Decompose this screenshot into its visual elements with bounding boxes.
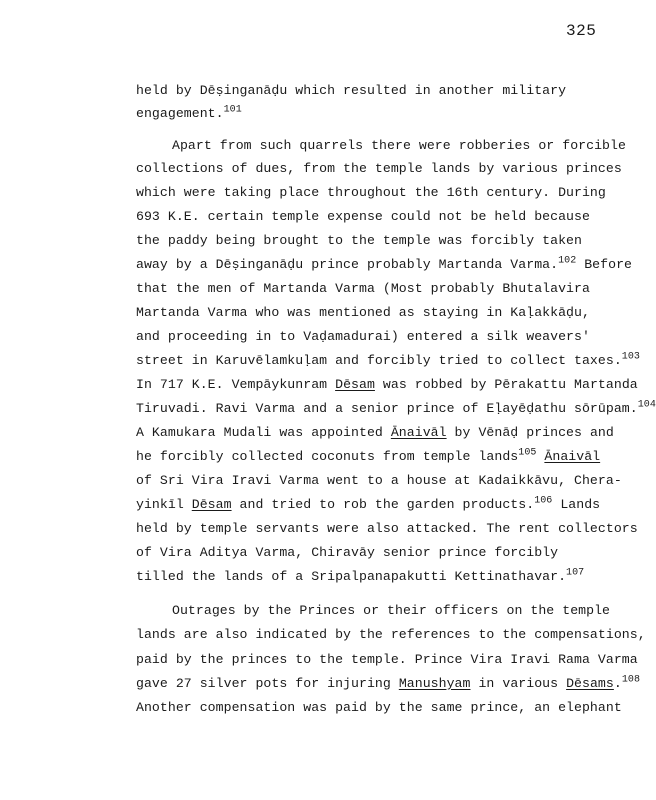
text-segment: engagement. — [136, 106, 224, 121]
underlined-term: Manushyam — [398, 676, 471, 691]
footnote-ref: 104 — [637, 399, 656, 411]
page-number: 325 — [566, 22, 597, 40]
text-line — [136, 473, 622, 488]
text-segment: gave 27 silver pots for injuring — [136, 676, 399, 691]
text-line — [136, 521, 638, 536]
text-segment: Martanda Varma who was mentioned as staying in Kaḷakkāḍu, — [136, 305, 590, 320]
underlined-term: Ānaivāl — [390, 425, 447, 440]
text-segment: 693 K.E. certain temple expense could not be held because — [136, 209, 590, 224]
text-segment: Apart from such quarrels there were robberies or forcible — [172, 138, 626, 153]
text-segment: the paddy being brought to the temple was forcibly taken — [136, 233, 582, 248]
text-line — [172, 603, 610, 618]
text-segment: and proceeding in to Vaḍamadurai) entered a silk weavers' — [136, 329, 590, 344]
text-segment: of Vira Aditya Varma, Chiravāy senior prince forcibly — [136, 545, 559, 560]
text-line — [136, 377, 638, 392]
text-segment: he forcibly collected coconuts from temple lands — [136, 449, 519, 464]
underlined-term: Dēsam — [335, 377, 375, 392]
underlined-term: Dēsam — [191, 497, 232, 512]
text-segment: held by temple servants were also attacked. The rent collectors — [136, 521, 638, 536]
text-line — [136, 233, 582, 248]
text-line — [136, 305, 590, 320]
text-segment: in various — [470, 676, 567, 691]
text-segment: In 717 K.E. Vempāykunram — [136, 377, 336, 392]
footnote-ref: 101 — [223, 104, 242, 116]
text-segment: and tried to rob the garden products. — [231, 497, 535, 512]
text-line — [136, 106, 242, 121]
text-segment: A Kamukara Mudali was appointed — [136, 425, 391, 440]
text-line — [136, 401, 656, 416]
text-segment: which were taking place throughout the 16th century. During — [136, 185, 606, 200]
text-segment: . — [613, 676, 622, 691]
text-line — [136, 161, 622, 176]
footnote-ref: 102 — [558, 255, 577, 267]
underlined-term: Ānaivāl — [544, 449, 601, 464]
text-line — [136, 281, 590, 296]
text-line — [136, 329, 590, 344]
text-segment: yinkīl — [136, 497, 192, 512]
text-line — [136, 353, 640, 368]
text-line — [136, 627, 646, 642]
text-line — [136, 449, 600, 464]
text-segment: away by a Dēṣinganāḍu prince probably Martanda Varma. — [136, 257, 559, 272]
text-segment: collections of dues, from the temple lands by various princes — [136, 161, 622, 176]
footnote-ref: 105 — [518, 447, 537, 459]
text-line — [136, 652, 638, 667]
footnote-ref: 108 — [621, 674, 640, 686]
text-segment: by Vēnāḍ princes and — [446, 425, 614, 440]
text-line — [136, 569, 584, 584]
footnote-ref: 106 — [534, 495, 553, 507]
text-segment: Lands — [552, 497, 601, 512]
text-segment: Before — [576, 257, 632, 272]
text-segment: that the men of Martanda Varma (Most probably Bhutalavira — [136, 281, 590, 296]
text-segment: lands are also indicated by the references to the compensations, — [136, 627, 646, 642]
text-segment: Outrages by the Princes or their officers on the temple — [172, 603, 611, 618]
text-line — [136, 676, 640, 691]
footnote-ref: 103 — [621, 351, 640, 363]
text-line — [136, 545, 558, 560]
text-segment: of Sri Vira Iravi Varma went to a house at Kadaikkāvu, Chera- — [136, 473, 622, 488]
text-segment: paid by the princes to the temple. Prince Vira Iravi Rama Varma — [136, 652, 638, 667]
text-segment: Another compensation was paid by the same prince, an elephant — [136, 700, 622, 715]
text-line — [172, 138, 626, 153]
text-segment: was robbed by Pērakattu Martanda — [374, 377, 638, 392]
text-line — [136, 185, 606, 200]
text-line — [136, 83, 566, 98]
text-line — [136, 257, 632, 272]
underlined-term: Dēsams — [566, 676, 614, 691]
text-line — [136, 209, 590, 224]
text-segment: held by Dēṣinganāḍu which resulted in another military — [136, 83, 567, 98]
text-line — [136, 497, 600, 512]
text-segment: tilled the lands of a Sripalpanapakutti Kettinathavar. — [136, 569, 567, 584]
text-segment: Tiruvadi. Ravi Varma and a senior prince of Eḷayēḍathu sōrūpam. — [136, 401, 638, 416]
text-line — [136, 700, 622, 715]
text-segment: street in Karuvēlamkuḷam and forcibly tried to collect taxes. — [136, 353, 622, 368]
footnote-ref: 107 — [566, 567, 585, 579]
text-line — [136, 425, 614, 440]
